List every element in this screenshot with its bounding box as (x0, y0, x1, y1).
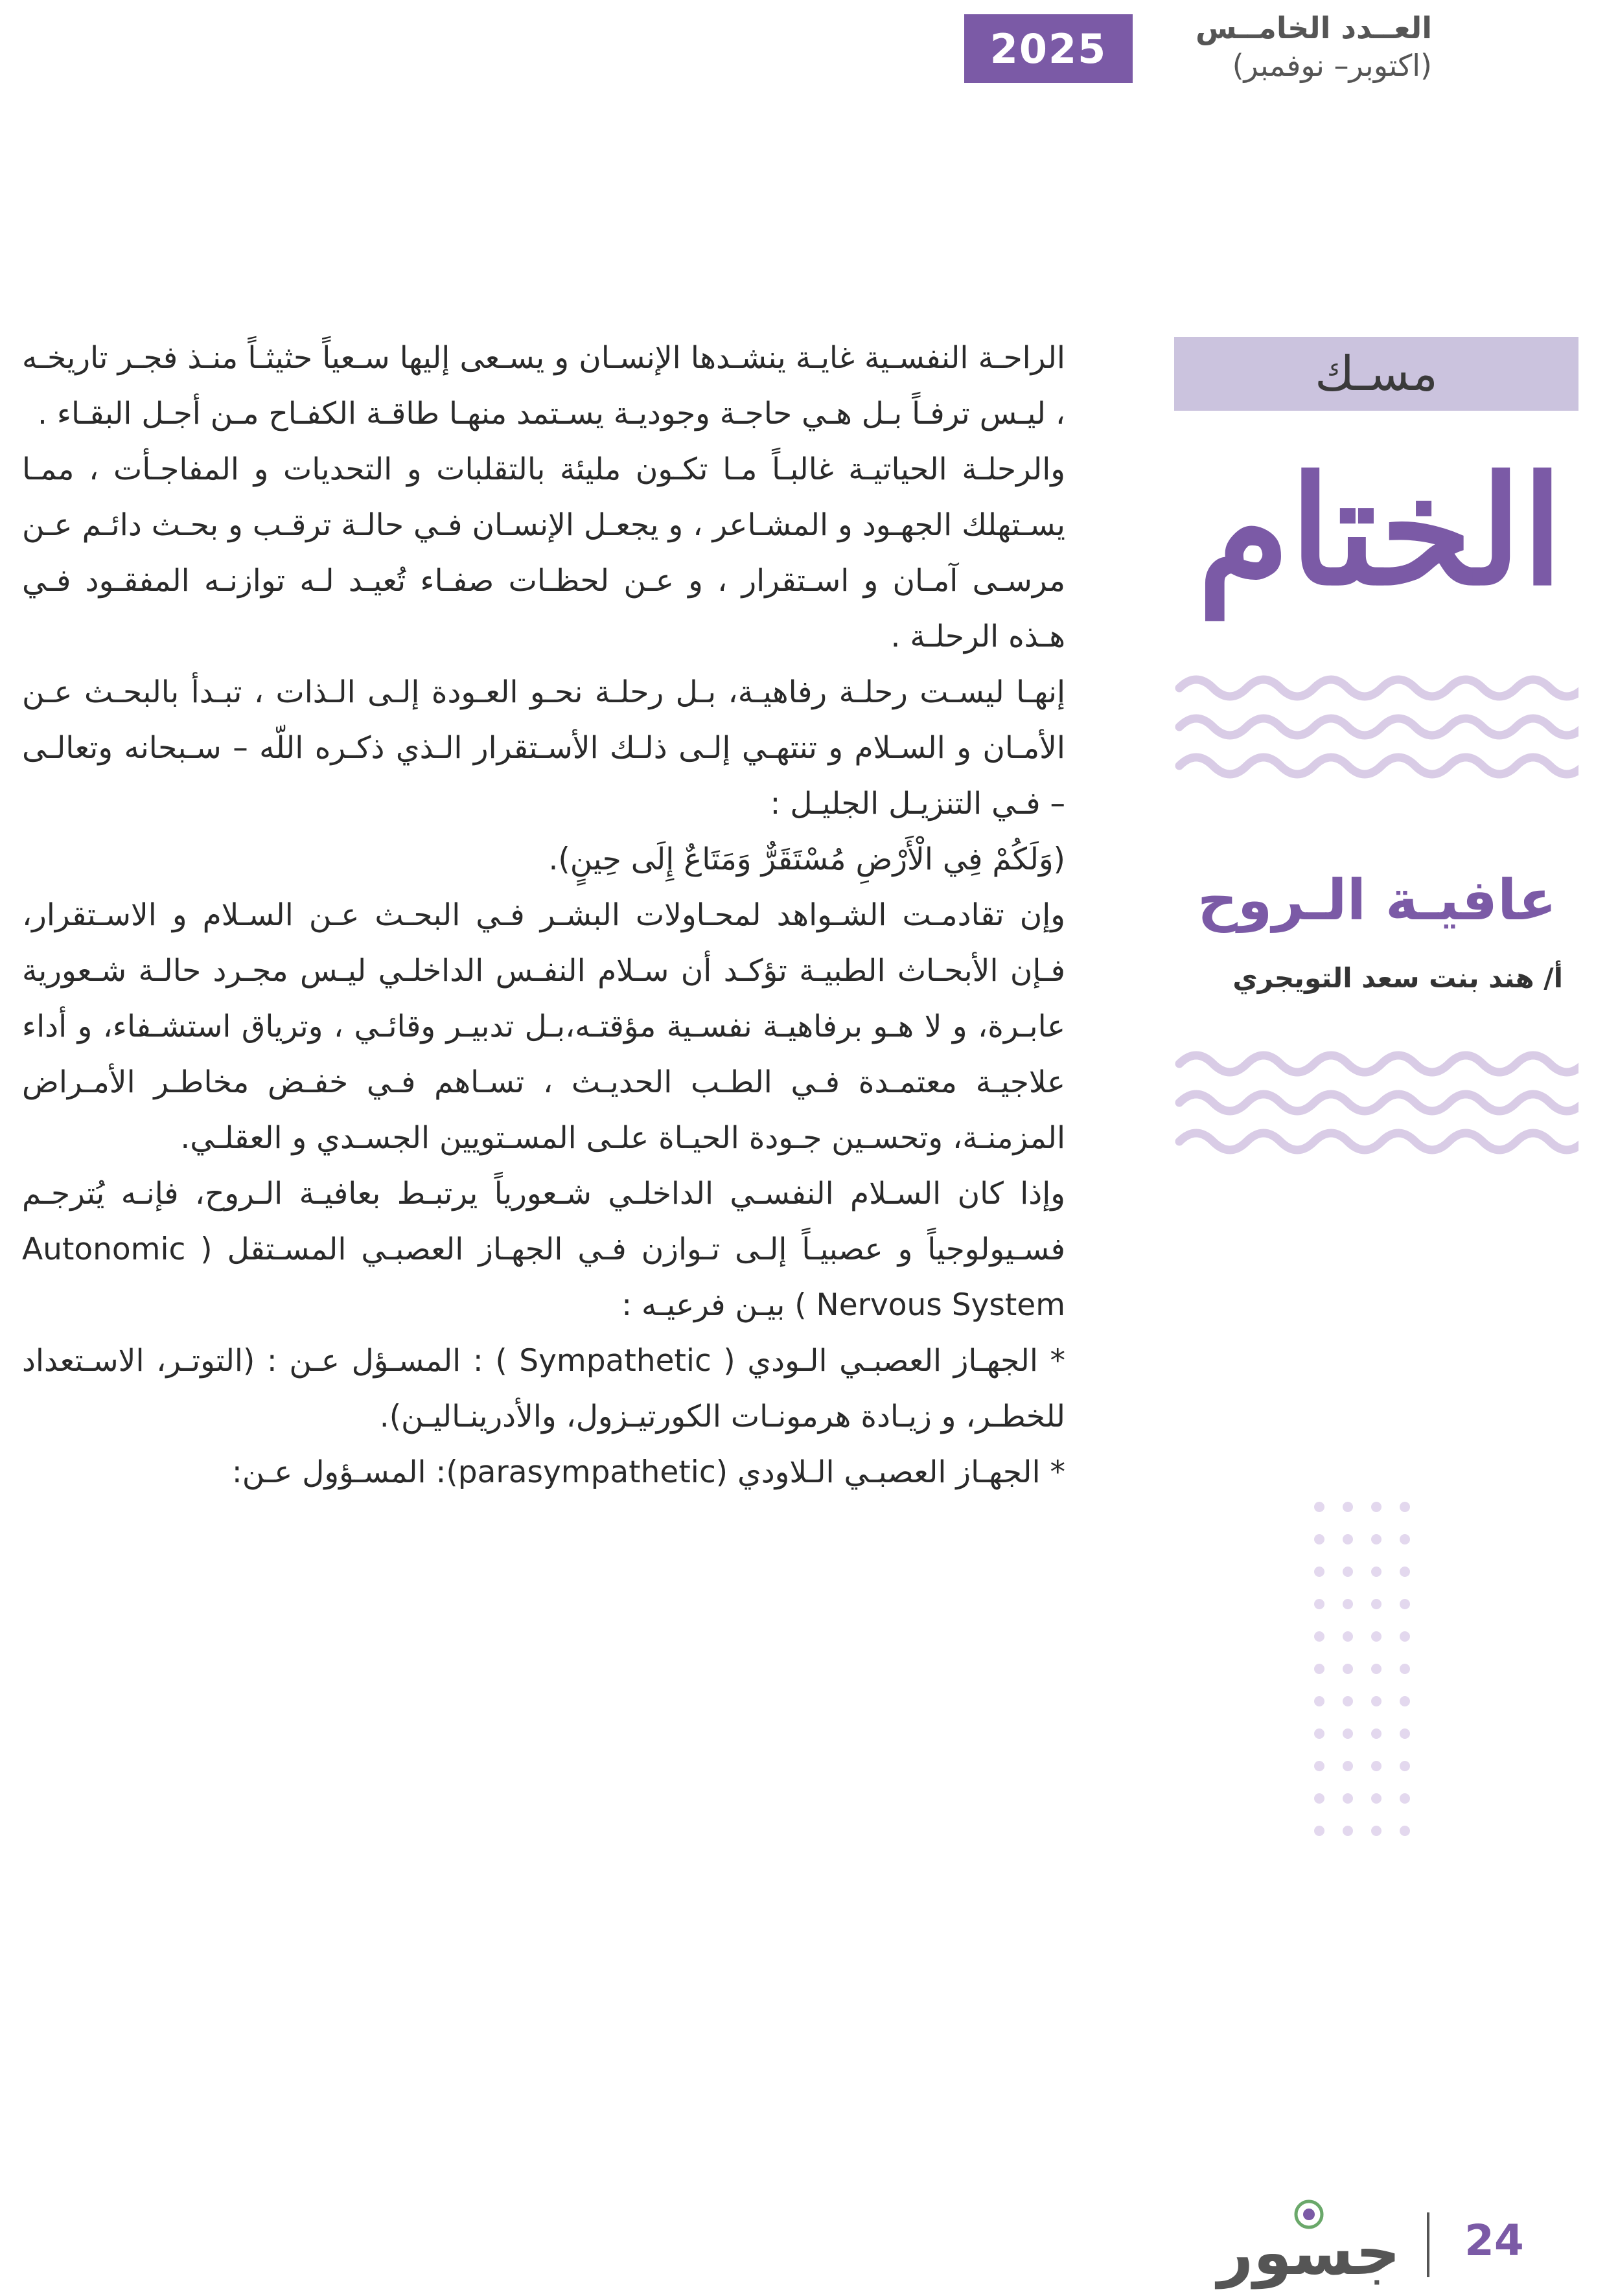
decor-dot (1314, 1664, 1324, 1674)
decor-dot (1371, 1599, 1382, 1609)
decor-dot (1343, 1761, 1353, 1771)
decor-dot (1371, 1728, 1382, 1739)
decor-dot (1343, 1534, 1353, 1544)
decor-dot (1371, 1761, 1382, 1771)
decor-dot (1400, 1696, 1410, 1706)
decor-dot (1314, 1502, 1324, 1512)
decor-dot (1371, 1793, 1382, 1804)
article-author: أ/ هند بنت سعد التويجري (1232, 962, 1563, 994)
article-paragraph: والرحلـة الحياتيـة غالبـاً مـا تكـون مليئة بالتقلبات و التحديات و المفاجـأت ، ممـا يسـتهلك الجهـود و المشـاعر ، و يجعـل الإنسـان فـي حالـة ترقـب و بحـث دائـم عـن مرسـى آمـان و اسـتقرار ، و عـن لحظـات صفـاء تُعيـد لـه توازنـه المفقـود فـي هـذه الرحلـة . (22, 452, 1065, 654)
article-paragraph: وإذا كان السـلام النفسـي الداخلـي شـعورياً يرتبـط بعافيـة الـروح، فإنـه يُترجـم فسـيولوجياً و عصبيـاً إلـى تـوازن فـي الجهـاز العصبـي المسـتقل ( Autonomic Nervous System ) بيـن فرعيـه : (22, 1176, 1065, 1323)
decor-dot (1371, 1534, 1382, 1544)
decor-dot (1400, 1567, 1410, 1577)
article-paragraph: الراحـة النفسـية غايـة ينشـدها الإنسـان و يسـعى إليها سـعياً حثيثـاً منـذ فجـر تاريخـه ، ليـس ترفـاً بـل هـي حاجـة وجوديـة يسـتمد منهـا طاقـة الكفـاح مـن أجـل البقـاء . (22, 340, 1065, 431)
decor-dot (1343, 1728, 1353, 1739)
decor-dot (1343, 1696, 1353, 1706)
decor-dot (1343, 1793, 1353, 1804)
wave-decoration-bottom (1174, 1043, 1578, 1173)
decor-dot (1400, 1599, 1410, 1609)
decor-dot (1400, 1664, 1410, 1674)
article-title: عافيـة الـروح (1197, 868, 1556, 933)
article-paragraph: إنهـا ليسـت رحلـة رفاهيـة، بـل رحلـة نحـو العـودة إلـى الـذات ، تبـدأ بالبحـث عـن الأمـان و السـلام و تنتهـي إلـى ذلـك الأسـتقرار الـذي ذكـره اللّه – سـبحانه وتعالـى – فـي التنزيـل الجليـل : (22, 674, 1065, 821)
calligraphy-text: الختام (1197, 444, 1564, 619)
decor-dot (1371, 1502, 1382, 1512)
decor-dot (1400, 1793, 1410, 1804)
decor-dot (1400, 1761, 1410, 1771)
decor-dot (1371, 1567, 1382, 1577)
section-calligraphy-logo (1186, 421, 1575, 654)
wave-decoration-top (1174, 667, 1578, 797)
issue-year-badge: 2025 (964, 14, 1133, 83)
decor-dot (1400, 1502, 1410, 1512)
decor-dot (1371, 1696, 1382, 1706)
page-number: 24 (1464, 2216, 1524, 2266)
decor-dot (1400, 1826, 1410, 1836)
quran-verse: (وَلَكُمْ فِي الْأَرْضِ مُسْتَقَرٌّ وَمَتَاعٌ إِلَى حِينٍ). (548, 842, 1065, 877)
decor-dot (1314, 1728, 1324, 1739)
decor-dot (1343, 1567, 1353, 1577)
decor-dot (1314, 1567, 1324, 1577)
article-paragraph: * الجهـاز العصبـي الـلاودي (parasympathetic): المسـؤول عـن: (231, 1454, 1065, 1490)
issue-info (1147, 9, 1432, 84)
issue-number: العــدد الخامــس (1195, 10, 1432, 45)
decor-dot (1314, 1696, 1324, 1706)
decor-dot (1343, 1826, 1353, 1836)
decor-dot (1400, 1728, 1410, 1739)
decor-dot (1400, 1631, 1410, 1642)
decor-dot (1343, 1664, 1353, 1674)
footer-divider (1427, 2212, 1429, 2277)
decor-dot (1314, 1761, 1324, 1771)
section-label: مسـك (1174, 337, 1578, 411)
decor-dot (1371, 1631, 1382, 1642)
dot-grid-decoration (1309, 1497, 1439, 1853)
article-paragraph: * الجهـاز العصبـي الـودي ( Sympathetic ) : المسـؤل عـن : (التوتـر، الاسـتعداد للخطـر، و زيـادة هرمونـات الكورتيـزول، والأدرينـاليـن). (22, 1343, 1065, 1434)
article-body (22, 330, 1065, 1500)
decor-dot (1314, 1826, 1324, 1836)
decor-dot (1314, 1534, 1324, 1544)
decor-dot (1371, 1664, 1382, 1674)
article-paragraph: وإن تقادمـت الشـواهد لمحـاولات البشـر فـي البحـث عـن السـلام و الاسـتقرار، فـإن الأبحـاث الطبيـة تؤكـد أن سـلام النفـس الداخلـي ليـس مجـرد حالـة شـعورية عابـرة، و لا هـو برفاهيـة نفسـية مؤقتـه،بـل تدبيـر وقائـي ، وترياق استشـفاء، و أداء علاجيـة معتمـدة فـي الطـب الحديـث ، تسـاهم فـي خفـض مخاطـر الأمـراض المزمنـة، وتحسـين جـودة الحيـاة علـى المسـتويين الجسـدي و العقلـي. (22, 897, 1065, 1156)
issue-months: (اكتوبر– نوفمبر) (1232, 48, 1432, 83)
decor-dot (1343, 1631, 1353, 1642)
decor-dot (1400, 1534, 1410, 1544)
decor-dot (1314, 1793, 1324, 1804)
magazine-logo (1212, 2196, 1406, 2293)
decor-dot (1371, 1826, 1382, 1836)
decor-dot (1343, 1502, 1353, 1512)
decor-dot (1343, 1599, 1353, 1609)
magazine-name: جسور (1217, 2216, 1401, 2289)
decor-dot (1314, 1599, 1324, 1609)
decor-dot (1314, 1631, 1324, 1642)
